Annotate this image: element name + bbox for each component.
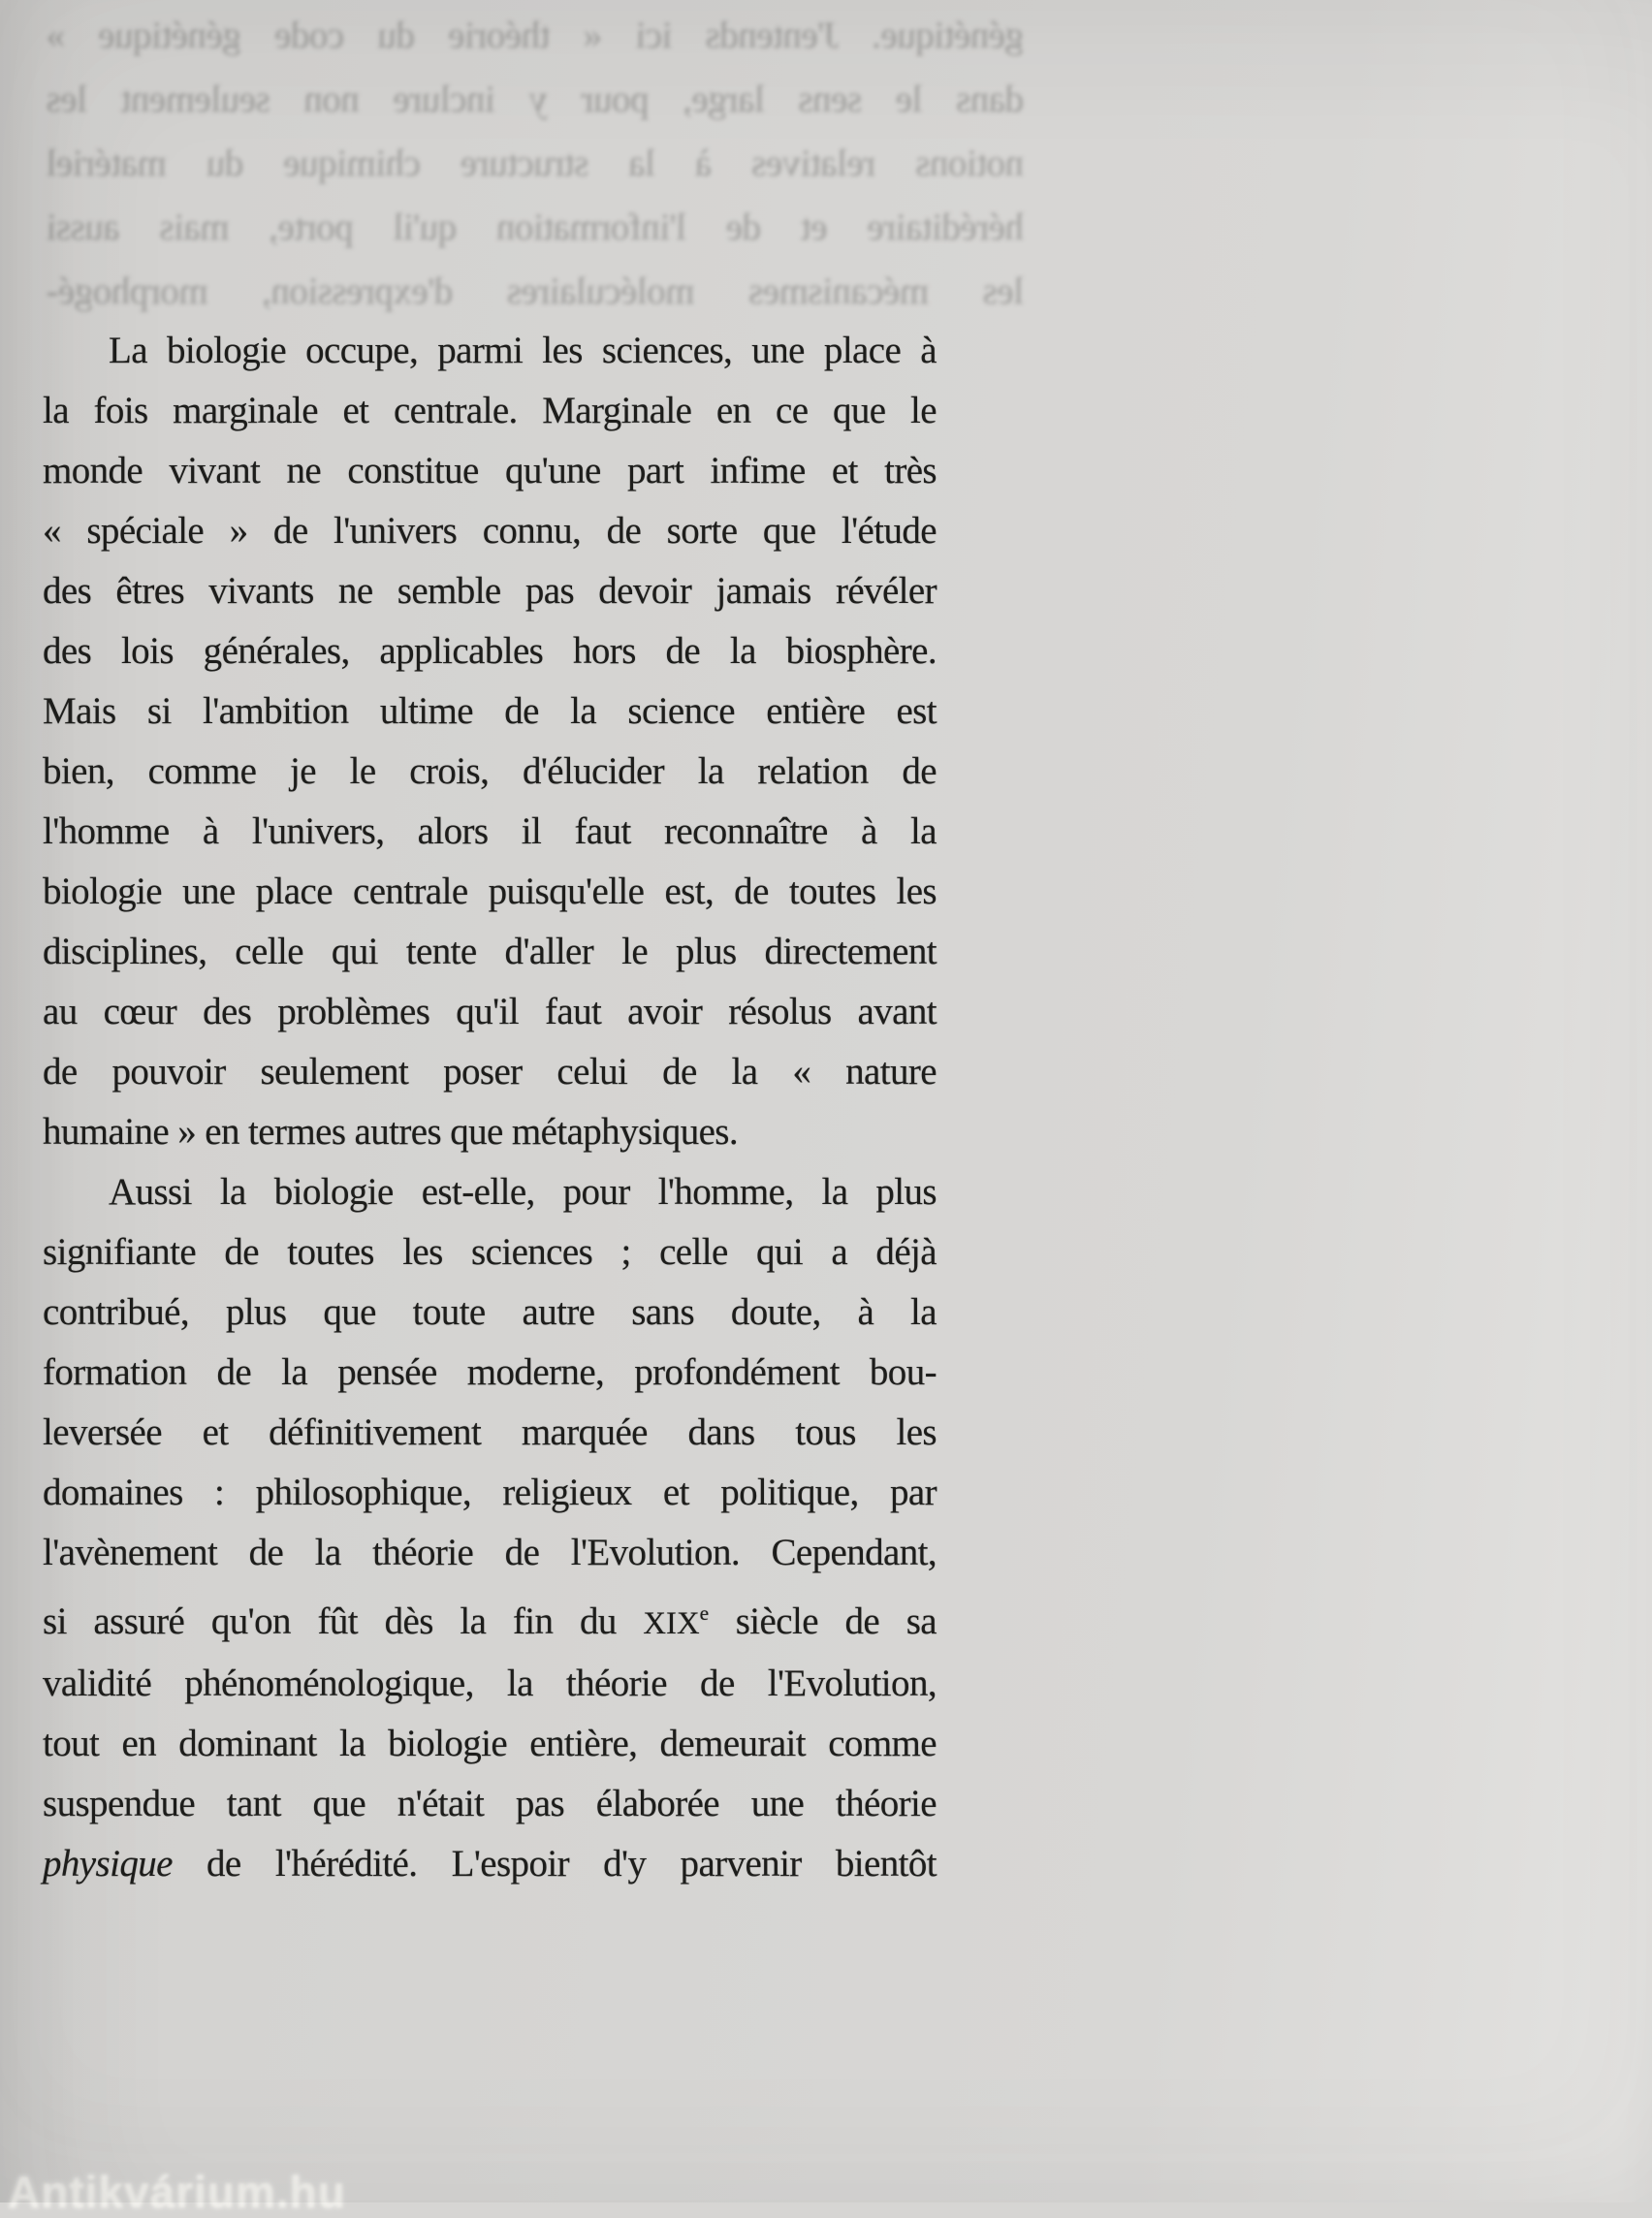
text-line: des lois générales, applicables hors de la biosphère. [43,630,937,672]
text-line: de pouvoir seulement poser celui de la « nature [43,1051,937,1093]
bleed-line: dans le sens large, pour y inclure non seulement les [47,79,1024,120]
bleed-line: héréditaire et de l'information qu'il porte, mais aussi [47,206,1024,248]
italic-word-physique: physique [43,1843,173,1885]
text-line: monde vivant ne constitue qu'une part infime et très [43,450,937,491]
text-line: Mais si l'ambition ultime de la science entière est [43,690,937,732]
text-line: leversée et définitivement marquée dans tous les [43,1411,937,1453]
text-line: bien, comme je le crois, d'élucider la relation de [43,750,937,792]
text-line: la fois marginale et centrale. Marginale en ce que le [43,390,937,431]
text-line: au cœur des problèmes qu'il faut avoir résolus avant [43,991,937,1032]
text-line: Aussi la biologie est-elle, pour l'homme, la plus [109,1171,937,1213]
text-line: domaines : philosophique, religieux et politique, par [43,1472,937,1513]
bleed-line: les mécanismes moléculaires d'expression, morphogé- [47,270,1024,312]
text-line: disciplines, celle qui tente d'aller le plus directement [43,931,937,972]
watermark: Antikvárium.hu [8,2167,346,2217]
text-segment: de l'hérédité. L'espoir d'y parvenir bientôt [172,1843,937,1885]
text-line: l'homme à l'univers, alors il faut reconnaître à la [43,810,937,852]
bleed-line: génétique. J'entends ici « théorie du code génétique » [47,15,1024,56]
superscript-e: e [699,1601,710,1625]
text-line: validité phénoménologique, la théorie de l'Evolution, [43,1663,937,1704]
text-line: « spéciale » de l'univers connu, de sorte que l'étude [43,510,937,552]
text-line: contribué, plus que toute autre sans doute, à la [43,1291,937,1333]
bleed-line: notions relatives à la structure chimique du matériel [47,143,1024,184]
bleed-through-text [47,4,1024,324]
text-line: tout en dominant la biologie entière, demeurait comme [43,1723,937,1764]
text-segment: si assuré qu'on fût dès la fin du [43,1600,644,1642]
text-line: biologie une place centrale puisqu'elle est, de toutes les [43,871,937,912]
text-line: des êtres vivants ne semble pas devoir jamais révéler [43,570,937,612]
text-line: l'avènement de la théorie de l'Evolution. Cependant, [43,1532,937,1573]
text-line: suspendue tant que n'était pas élaborée une théorie [43,1783,937,1824]
text-line [43,1834,937,1894]
body-text [43,321,937,1894]
text-line: humaine » en termes autres que métaphysiques. [43,1111,739,1153]
text-line: signifiante de toutes les sciences ; celle qui a déjà [43,1231,937,1273]
text-line: formation de la pensée moderne, profondément bou- [43,1351,937,1393]
text-segment: siècle de sa [709,1600,937,1642]
text-line [43,1583,937,1654]
text-line: La biologie occupe, parmi les sciences, une place à [109,330,937,371]
roman-numeral-xix: XIX [643,1606,700,1641]
